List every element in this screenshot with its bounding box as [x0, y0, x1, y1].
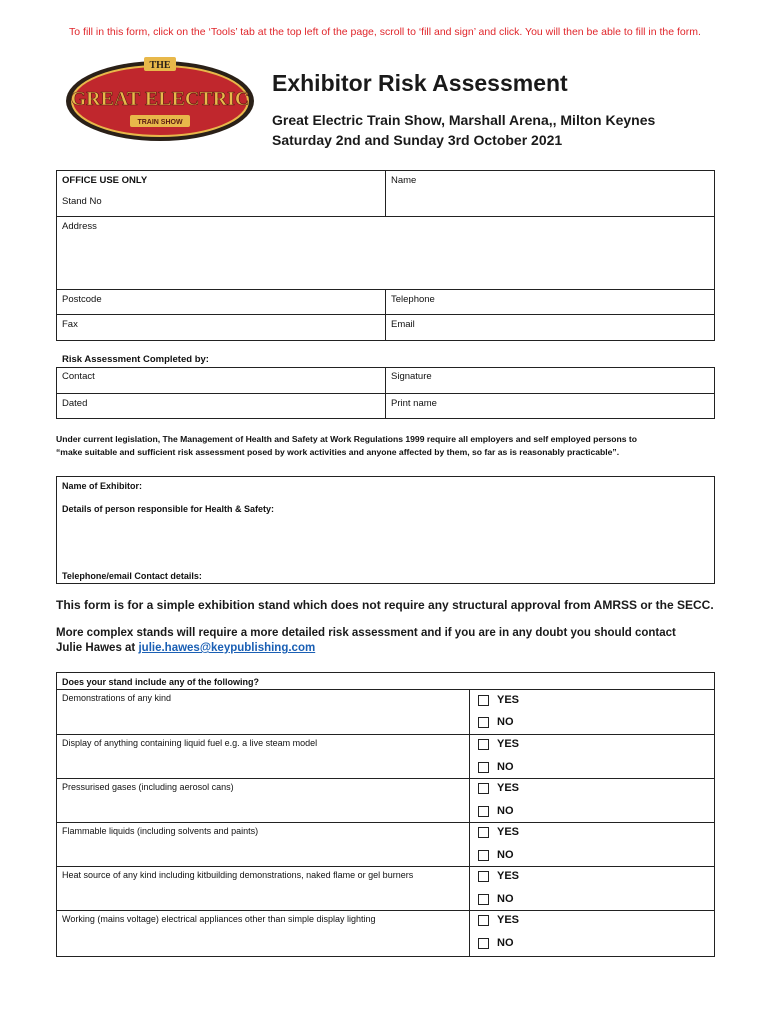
event-dates: Saturday 2nd and Sunday 3rd October 2021 — [272, 132, 563, 148]
fax-field[interactable]: Fax — [62, 319, 78, 330]
yes-label: YES — [497, 782, 520, 794]
dated-field[interactable]: Dated — [62, 398, 88, 409]
question-electrical-appliances: Working (mains voltage) electrical appliances other than simple display lighting — [62, 914, 376, 924]
simple-stand-note: This form is for a simple exhibition stand which does not require any structural approval from AMRSS or the SECC. — [56, 598, 714, 612]
exhibitor-name-field[interactable]: Name of Exhibitor: — [62, 481, 143, 491]
legislation-line-1: Under current legislation, The Management of Health and Safety at Work Regulations 1999 require all employers and self employed persons to — [56, 434, 638, 444]
no-label: NO — [497, 893, 514, 905]
instruction-notice: To fill in this form, click on the ‘Tools’ tab at the top left of the page, scroll to ‘fill and sign’ and click. You will then be able to fill in the form. — [69, 26, 701, 38]
demonstrations-no-checkbox[interactable] — [478, 717, 489, 728]
health-safety-person-field[interactable]: Details of person responsible for Health & Safety: — [62, 504, 275, 514]
heat-source-no-checkbox[interactable] — [478, 894, 489, 905]
question-pressurised-gases: Pressurised gases (including aerosol cans) — [62, 782, 234, 792]
exhibitor-details-box — [56, 476, 715, 584]
contact-email-link[interactable]: julie.hawes@keypublishing.com — [138, 642, 316, 654]
question-demonstrations: Demonstrations of any kind — [62, 693, 172, 703]
no-label: NO — [497, 805, 514, 817]
flammable-liquids-yes-checkbox[interactable] — [478, 827, 489, 838]
no-label: NO — [497, 849, 514, 861]
liquid-fuel-no-checkbox[interactable] — [478, 762, 489, 773]
flammable-liquids-no-checkbox[interactable] — [478, 850, 489, 861]
pressurised-gases-no-checkbox[interactable] — [478, 806, 489, 817]
no-label: NO — [497, 937, 514, 949]
completed-by-heading: Risk Assessment Completed by: — [62, 354, 209, 365]
pressurised-gases-yes-checkbox[interactable] — [478, 783, 489, 794]
electrical-appliances-yes-checkbox[interactable] — [478, 915, 489, 926]
question-liquid-fuel: Display of anything containing liquid fuel e.g. a live steam model — [62, 738, 318, 748]
page-title: Exhibitor Risk Assessment — [272, 70, 568, 96]
print-name-field[interactable]: Print name — [391, 398, 437, 409]
demonstrations-yes-checkbox[interactable] — [478, 695, 489, 706]
logo-bottom-text: TRAIN SHOW — [137, 119, 183, 126]
contact-prefix: Julie Hawes at — [56, 642, 136, 654]
contact-field[interactable]: Contact — [62, 371, 95, 382]
yes-label: YES — [497, 870, 520, 882]
liquid-fuel-yes-checkbox[interactable] — [478, 739, 489, 750]
question-heat-source: Heat source of any kind including kitbuilding demonstrations, naked flame or gel burners — [62, 870, 414, 880]
logo-top-text: THE — [149, 60, 171, 71]
no-label: NO — [497, 716, 514, 728]
name-field[interactable]: Name — [391, 175, 417, 186]
yes-label: YES — [497, 826, 520, 838]
address-field[interactable]: Address — [62, 221, 97, 232]
signature-field[interactable]: Signature — [391, 371, 432, 382]
office-use-label: OFFICE USE ONLY — [62, 175, 148, 186]
email-field[interactable]: Email — [391, 319, 415, 330]
yes-label: YES — [497, 694, 520, 706]
complex-stand-note: More complex stands will require a more detailed risk assessment and if you are in any doubt you should contact — [56, 627, 676, 639]
great-electric-logo — [62, 55, 258, 147]
yes-label: YES — [497, 914, 520, 926]
electrical-appliances-no-checkbox[interactable] — [478, 938, 489, 949]
telephone-field[interactable]: Telephone — [391, 294, 435, 305]
postcode-field[interactable]: Postcode — [62, 294, 102, 305]
heat-source-yes-checkbox[interactable] — [478, 871, 489, 882]
question-flammable-liquids: Flammable liquids (including solvents and paints) — [62, 826, 259, 836]
event-venue: Great Electric Train Show, Marshall Arena,, Milton Keynes — [272, 112, 656, 128]
questions-heading: Does your stand include any of the following? — [62, 677, 260, 687]
yes-label: YES — [497, 738, 520, 750]
no-label: NO — [497, 761, 514, 773]
logo-main-text: GREAT ELECTRIC — [70, 88, 250, 110]
contact-details-field[interactable]: Telephone/email Contact details: — [62, 571, 202, 581]
stand-no-field[interactable]: Stand No — [62, 196, 102, 207]
legislation-line-2: “make suitable and sufficient risk assessment posed by work activities and anyone affected by them, so far as is reasonably practicable”. — [56, 447, 620, 457]
contact-line — [56, 641, 315, 656]
